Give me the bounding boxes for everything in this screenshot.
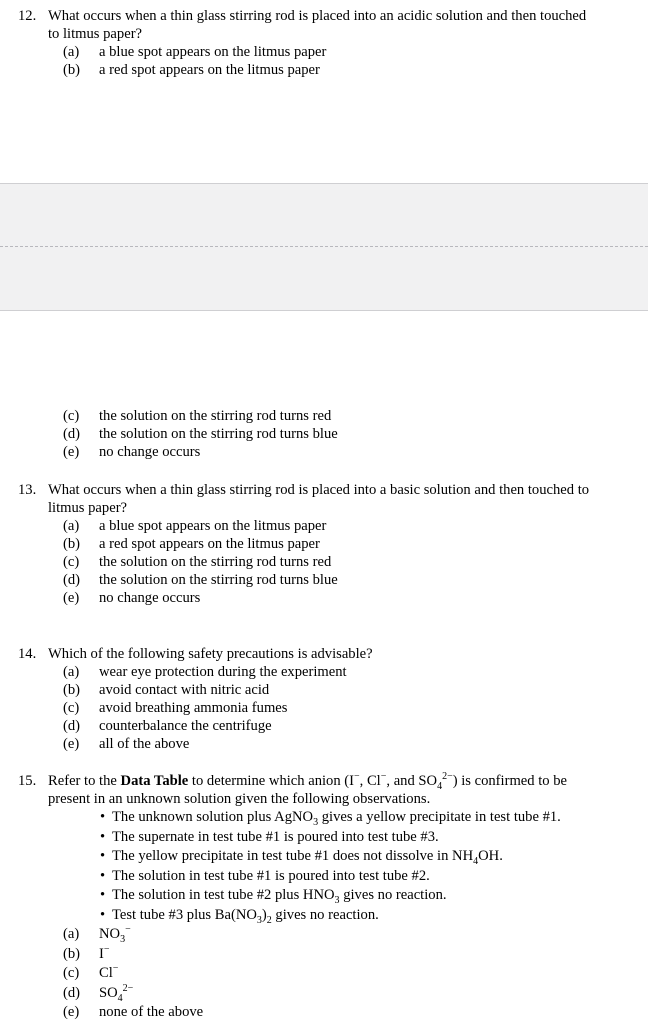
question-15-text-part: to determine which anion (I: [188, 773, 355, 789]
question-14-text: [0, 645, 648, 663]
option-label: (c): [63, 408, 80, 424]
observation-item: [0, 808, 648, 828]
observation-text: [112, 906, 379, 924]
question-13-option-d: [0, 571, 648, 589]
option-label: (b): [63, 536, 81, 552]
option-label: (c): [63, 700, 80, 716]
question-14: [0, 645, 648, 753]
question-14-number: 14.: [18, 646, 37, 662]
question-15-number: 15.: [18, 773, 37, 789]
question-15: [0, 772, 648, 1023]
question-15-text-part: , and SO: [386, 773, 438, 789]
option-text: [99, 925, 131, 943]
formula: SO: [99, 984, 118, 1001]
question-14-option-c: [0, 699, 648, 717]
option-label: (d): [63, 426, 81, 442]
formula: NO: [99, 926, 121, 942]
option-label: (e): [63, 1004, 80, 1020]
question-12-text: [0, 7, 648, 43]
question-12-line-1: What occurs when a thin glass stirring rod is placed into an acidic solution and then touched: [48, 8, 587, 24]
option-text: wear eye protection during the experiment: [99, 664, 347, 680]
question-15-option-b: [0, 945, 648, 965]
subscript: 3: [256, 914, 262, 926]
question-14-option-b: [0, 681, 648, 699]
subscript: 4: [437, 780, 443, 792]
option-label: (e): [63, 590, 80, 606]
question-15-text: [0, 772, 648, 808]
observation-item: [0, 906, 648, 926]
observation-list: [0, 808, 648, 925]
subscript: 3: [313, 816, 319, 828]
observation-item: [0, 886, 648, 906]
option-label: (b): [63, 62, 81, 78]
option-label: (a): [63, 664, 80, 680]
charge: −: [112, 963, 119, 975]
charge: −: [380, 771, 387, 783]
bullet-icon: •: [100, 867, 106, 884]
observation-item: [0, 847, 648, 867]
option-text: all of the above: [99, 736, 190, 752]
question-13-text: [0, 481, 648, 517]
option-label: (b): [63, 945, 81, 962]
question-13-line-2: litmus paper?: [48, 500, 128, 516]
subscript: 3: [334, 894, 340, 906]
option-text: a red spot appears on the litmus paper: [99, 62, 320, 78]
observation-text: [112, 808, 561, 826]
option-label: (a): [63, 926, 80, 942]
page-break-gap: [0, 183, 648, 311]
question-12-option-c: [0, 407, 648, 425]
question-15-option-d: [0, 984, 648, 1004]
option-text: [99, 945, 110, 963]
question-15-option-c: [0, 964, 648, 984]
question-12: [0, 7, 648, 79]
question-15-option-a: [0, 925, 648, 945]
option-label: (b): [63, 682, 81, 698]
question-15-pre: Refer to the: [48, 773, 121, 789]
option-text: no change occurs: [99, 590, 201, 606]
question-12-line-2: to litmus paper?: [48, 26, 143, 42]
option-text: a blue spot appears on the litmus paper: [99, 44, 327, 60]
observation-part: The solution in test tube #2 plus HNO: [112, 887, 335, 903]
observation-item: [0, 828, 648, 848]
question-14-line-1: Which of the following safety precautions is advisable?: [48, 646, 373, 662]
bullet-icon: •: [100, 887, 106, 903]
question-15-option-e: [0, 1003, 648, 1023]
observation-part: ): [261, 906, 267, 923]
question-13-option-a: [0, 517, 648, 535]
charge: −: [354, 771, 360, 783]
option-text: the solution on the stirring rod turns red: [99, 408, 332, 424]
option-text: [99, 984, 133, 1002]
option-label: (e): [63, 736, 80, 752]
observation-part: gives a yellow precipitate in test tube #1.: [318, 809, 561, 825]
option-label: (c): [63, 554, 80, 570]
option-text: counterbalance the centrifuge: [99, 718, 272, 734]
question-12-option-e: [0, 443, 648, 461]
subscript: 3: [120, 933, 126, 945]
charge: 2−: [122, 982, 134, 994]
question-14-option-a: [0, 663, 648, 681]
charge: −: [103, 943, 110, 955]
question-14-option-d: [0, 717, 648, 735]
option-text: a red spot appears on the litmus paper: [99, 536, 320, 552]
page-break-dashed-line: [0, 246, 648, 247]
question-13-option-b: [0, 535, 648, 553]
observation-part: The yellow precipitate in test tube #1 does not dissolve in NH: [112, 848, 474, 864]
bullet-icon: •: [100, 828, 106, 845]
bullet-icon: •: [100, 848, 106, 864]
observation-text: [112, 886, 447, 904]
option-text: [99, 964, 118, 982]
question-14-option-e: [0, 735, 648, 753]
subscript: 2: [266, 914, 272, 926]
observation-part: OH.: [478, 848, 503, 864]
charge: −: [125, 924, 131, 936]
bullet-icon: •: [100, 809, 106, 825]
formula: Cl: [99, 965, 113, 981]
option-label: (c): [63, 965, 80, 981]
question-12-option-b: [0, 61, 648, 79]
option-label: (a): [63, 44, 80, 60]
question-15-line-1: [48, 772, 636, 790]
option-label: (a): [63, 518, 80, 534]
bullet-icon: •: [100, 906, 106, 923]
question-13: [0, 481, 648, 607]
observation-part: Test tube #3 plus Ba(NO: [112, 906, 257, 923]
question-12-number: 12.: [18, 8, 37, 24]
observation-text: The supernate in test tube #1 is poured into test tube #3.: [112, 828, 439, 845]
option-text: avoid breathing ammonia fumes: [99, 700, 288, 716]
question-13-line-1: What occurs when a thin glass stirring rod is placed into a basic solution and then touched to: [48, 482, 590, 498]
question-15-line-2: present in an unknown solution given the following observations.: [48, 791, 431, 807]
subscript: 4: [117, 992, 123, 1004]
data-table-reference: Data Table: [120, 773, 189, 789]
option-text: no change occurs: [99, 444, 201, 460]
observation-item: [0, 867, 648, 887]
question-13-option-c: [0, 553, 648, 571]
observation-text: [112, 847, 503, 865]
formula: I: [99, 945, 104, 962]
subscript: 4: [473, 855, 479, 867]
question-12-continued: [0, 407, 648, 461]
option-text: a blue spot appears on the litmus paper: [99, 518, 327, 534]
question-15-text-part: , Cl: [359, 773, 381, 789]
observation-part: The unknown solution plus AgNO: [112, 809, 314, 825]
charge: 2−: [442, 771, 453, 783]
question-12-option-a: [0, 43, 648, 61]
option-label: (e): [63, 444, 80, 460]
option-label: (d): [63, 718, 81, 734]
option-text: none of the above: [99, 1004, 204, 1020]
option-label: (d): [63, 984, 81, 1001]
question-13-option-e: [0, 589, 648, 607]
question-13-number: 13.: [18, 482, 37, 498]
option-text: the solution on the stirring rod turns blue: [99, 426, 338, 442]
option-label: (d): [63, 572, 81, 588]
observation-text: The solution in test tube #1 is poured into test tube #2.: [112, 867, 430, 884]
option-text: avoid contact with nitric acid: [99, 682, 270, 698]
option-text: the solution on the stirring rod turns blue: [99, 572, 338, 588]
observation-part: gives no reaction.: [339, 887, 447, 903]
option-text: the solution on the stirring rod turns red: [99, 554, 332, 570]
question-15-text-part: ) is confirmed to be: [452, 773, 568, 789]
question-12-option-d: [0, 425, 648, 443]
observation-part: gives no reaction.: [271, 906, 379, 923]
